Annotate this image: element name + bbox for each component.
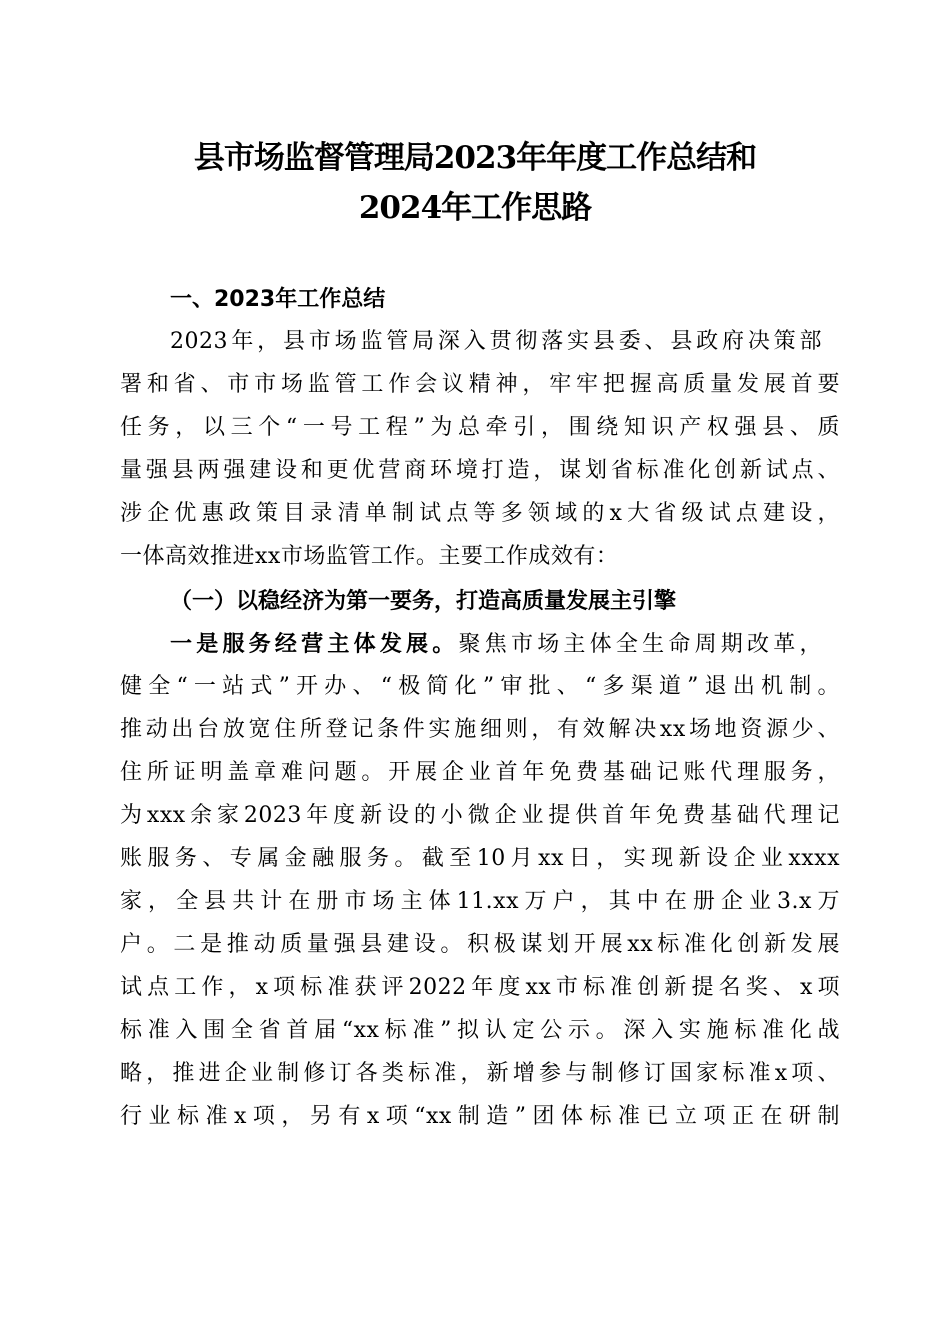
- paragraph-lead: 一是服务经营主体发展。: [170, 631, 459, 657]
- intro-line: 署和省、市市场监管工作会议精神，牢牢把握高质量发展首要: [120, 372, 840, 397]
- paragraph-line: 试点工作，x项标准获评2022年度xx市标准创新提名奖、x项: [120, 975, 840, 1000]
- paragraph-first-line-text: 聚焦市场主体全生命周期改革，: [458, 632, 822, 657]
- paragraph-line: 健全“一站式”开办、“极简化”审批、“多渠道”退出机制。: [120, 674, 840, 699]
- paragraph-line: 住所证明盖章难问题。开展企业首年免费基础记账代理服务，: [120, 760, 840, 785]
- paragraph-line: 家，全县共计在册市场主体11.xx万户，其中在册企业3.x万: [120, 889, 840, 914]
- section-heading: 一、2023年工作总结: [170, 287, 386, 312]
- intro-line: 量强县两强建设和更优营商环境打造，谋划省标准化创新试点、: [120, 458, 840, 483]
- document-title-line-1: 县市场监督管理局2023年年度工作总结和: [193, 140, 757, 176]
- subsection-heading: （一）以稳经济为第一要务，打造高质量发展主引擎: [170, 588, 677, 614]
- paragraph-line: 略，推进企业制修订各类标准，新增参与制修订国家标准x项、: [120, 1061, 840, 1086]
- intro-line: 2023年，县市场监管局深入贯彻落实县委、县政府决策部: [170, 329, 822, 354]
- paragraph-first-line: [170, 624, 822, 665]
- document-title-line-2: 2024年工作思路: [358, 190, 592, 226]
- intro-line: 任务，以三个“一号工程”为总牵引，围绕知识产权强县、质: [120, 415, 840, 440]
- intro-line: 一体高效推进xx市场监管工作。主要工作成效有：: [120, 544, 619, 569]
- paragraph-line: 为xxx余家2023年度新设的小微企业提供首年免费基础代理记: [120, 803, 840, 828]
- paragraph-line: 推动出台放宽住所登记条件实施细则，有效解决xx场地资源少、: [120, 717, 840, 742]
- paragraph-line: 标准入围全省首届“xx标准”拟认定公示。深入实施标准化战: [120, 1018, 840, 1043]
- paragraph-line: 户。二是推动质量强县建设。积极谋划开展xx标准化创新发展: [120, 932, 840, 957]
- paragraph-line: 账服务、专属金融服务。截至10月xx日，实现新设企业xxxx: [120, 846, 840, 871]
- paragraph-line: 行业标准x项，另有x项“xx制造”团体标准已立项正在研制: [120, 1104, 840, 1129]
- intro-line: 涉企优惠政策目录清单制试点等多领域的x大省级试点建设，: [120, 501, 840, 526]
